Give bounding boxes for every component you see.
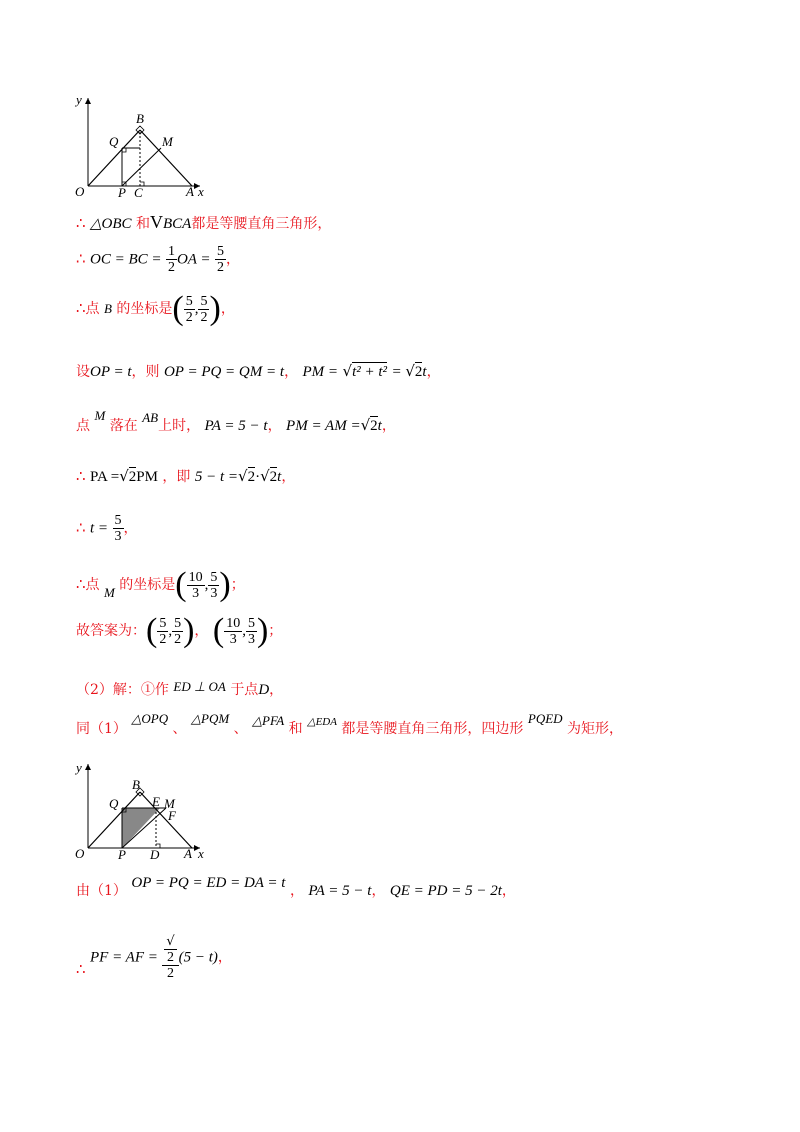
line-8: ∴点 M 的坐标是( $\frac{10}{3}$ , $\frac{5}{3}$ )； — [76, 566, 245, 603]
line-7: ∴ t = $\frac{5}{3}$ ， — [76, 513, 138, 544]
label-y: y — [76, 92, 82, 107]
label-O: O — [75, 846, 85, 861]
line-5: 点 M 落在 AB上时， PA = 5 − t， PM = AM =√2t， — [76, 408, 396, 434]
line-4: 设OP = t，则 OP = PQ = QM = t， PM = √t² + t² = √2t， — [76, 362, 441, 380]
label-Q: Q — [109, 134, 119, 149]
label-E: E — [152, 794, 160, 809]
line-12: 由（1） OP = PQ = ED = DA = t ， PA = 5 − t， QE = PD = 5 − 2t， — [76, 875, 516, 899]
label-A: A — [186, 184, 194, 199]
label-M: M — [162, 134, 173, 149]
figure-1 — [68, 92, 218, 200]
line-6: ∴ PA =√2PM ，即 5 − t =√2·√2t， — [76, 467, 296, 485]
label-B: B — [136, 111, 144, 126]
label-A: A — [184, 846, 192, 861]
line-2: ∴ OC = BC = $\frac{1}{2}$ OA = $\frac{5}{2}$ ， — [76, 244, 241, 275]
label-B: B — [132, 777, 140, 792]
label-P: P — [118, 185, 126, 200]
line-9: 故答案为：( $\frac{5}{2}$ , $\frac{5}{2}$ )， ( $\frac{10}{3}$ , $\frac{5}{3}$ )； — [76, 612, 283, 649]
label-D: D — [150, 847, 160, 862]
label-x: x — [198, 184, 204, 199]
label-F: F — [168, 808, 176, 823]
line-3: ∴点 B 的坐标是( $\frac{5}{2}$ , $\frac{5}{2}$ )， — [76, 290, 235, 327]
figure-2 — [68, 758, 218, 866]
label-O: O — [75, 184, 85, 199]
label-Q: Q — [109, 796, 119, 811]
line-1: ∴ △OBC 和VBCA都是等腰直角三角形， — [76, 212, 332, 232]
line-13: ∴ PF = AF = √ 2 2 (5 − t)， — [76, 934, 232, 981]
label-y: y — [76, 760, 82, 775]
line-10: （2）解：①作 ED ⊥ OA 于点D， — [76, 679, 284, 698]
label-M: M — [164, 796, 175, 811]
label-x: x — [198, 846, 204, 861]
label-C: C — [134, 185, 143, 200]
line-11: 同（1） △OPQ 、 △PQM 、 △PFA 和 $^{\triangle EDA}$ 都是等腰直角三角形，四边形 PQED 为矩形， — [76, 711, 623, 737]
label-P: P — [118, 847, 126, 862]
